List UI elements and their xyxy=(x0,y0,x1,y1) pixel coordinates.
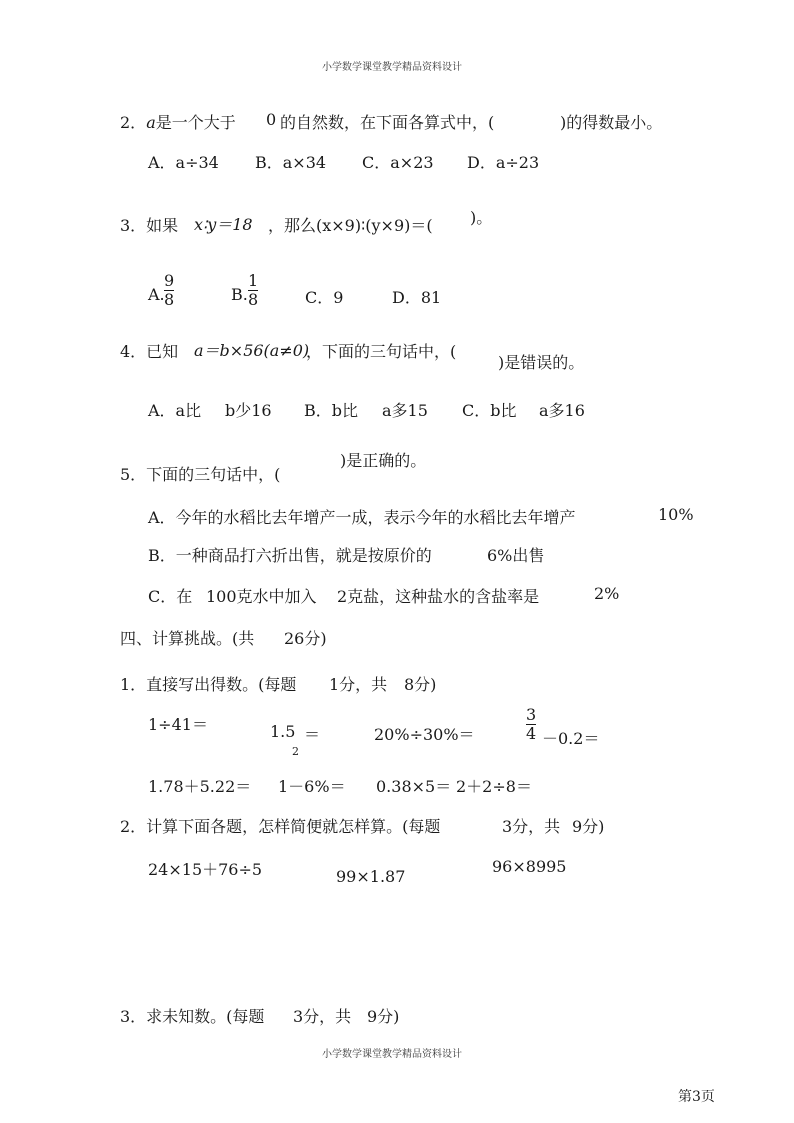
simplify-1: 24×15＋76÷5 xyxy=(148,860,263,879)
calc-2: 1.5 xyxy=(270,722,296,741)
q3-option-a-numerator: 9 xyxy=(164,271,175,290)
q5-option-a-value: 10% xyxy=(658,505,694,524)
page-number: 第3页 xyxy=(678,1089,715,1105)
q2-option-d: D．a÷23 xyxy=(467,153,540,172)
q4-option-b-rest: a多15 xyxy=(382,401,428,420)
q3-option-d: D．81 xyxy=(392,288,442,307)
q3-stem-c: )。 xyxy=(470,208,493,227)
part1-total: 8分) xyxy=(404,675,437,694)
q2-stem-a: 2． xyxy=(120,113,147,132)
part1-title: 1．直接写出得数。(每题 xyxy=(120,675,297,694)
calc-5: 1.78＋5.22＝ xyxy=(148,777,252,796)
q5-stem-b: )是正确的。 xyxy=(340,451,427,470)
q4-option-b: B．b比 xyxy=(304,401,359,420)
calc-2-equals: ＝ xyxy=(304,725,321,744)
part2-title: 2．计算下面各题，怎样简便就怎样算。(每题 xyxy=(120,817,441,836)
calc-4-rest: －0.2＝ xyxy=(542,729,600,748)
q4-option-c: C．b比 xyxy=(462,401,517,420)
part3-title: 3．求未知数。(每题 xyxy=(120,1007,265,1026)
q4-expr: a＝b×56(a≠0) xyxy=(194,341,310,360)
q5-option-c-value: 2% xyxy=(594,584,620,603)
calc-4-denominator: 4 xyxy=(526,724,537,743)
section4-title: 四、计算挑战。(共 xyxy=(120,629,255,648)
q3-stem-b: ，那么(x×9)∶(y×9)＝( xyxy=(268,216,433,235)
q2-stem-b: 是一个大于 xyxy=(155,113,236,132)
q4-option-a-rest: b少16 xyxy=(225,401,272,420)
q3-option-a-fraction xyxy=(164,272,174,309)
part3-total: 9分) xyxy=(367,1007,400,1026)
q3-stem-a: 3．如果 xyxy=(120,216,179,235)
q3-option-b-numerator: 1 xyxy=(248,271,259,290)
calc-1: 1÷41＝ xyxy=(148,715,208,734)
calc-4-fraction xyxy=(526,706,536,743)
calc-7: 0.38×5＝ xyxy=(376,777,452,796)
q4-stem-b: ，下面的三句话中，( xyxy=(306,342,457,361)
q4-option-a: A．a比 xyxy=(148,401,202,420)
q3-option-b-denominator: 8 xyxy=(248,290,259,309)
simplify-3: 96×8995 xyxy=(492,857,567,876)
calc-8: 2＋2÷8＝ xyxy=(456,777,532,796)
q2-option-a: A．a÷34 xyxy=(148,153,219,172)
q5-option-b: B．一种商品打六折出售，就是按原价的 xyxy=(148,546,432,565)
q3-option-b-label: B. xyxy=(231,285,248,304)
q3-option-a-label: A. xyxy=(148,285,165,304)
q5-option-c-part2: 2克盐，这种盐水的含盐率是 xyxy=(337,587,540,606)
part1-per-question: 1分，共 xyxy=(329,675,388,694)
q2-stem-c: 的自然数，在下面各算式中，( xyxy=(280,113,495,132)
q3-option-a-denominator: 8 xyxy=(164,290,175,309)
q3-expr: x∶y＝18 xyxy=(194,215,253,234)
q2-var: a xyxy=(146,113,156,132)
q5-option-c-part1: 100克水中加入 xyxy=(206,587,317,606)
calc-3: 20%÷30%＝ xyxy=(374,725,475,744)
page-header: 小学数学课堂教学精品资料设计 xyxy=(322,62,462,73)
q2-option-c: C．a×23 xyxy=(362,153,434,172)
calc-4-numerator: 3 xyxy=(526,705,537,724)
part3-per-question: 3分，共 xyxy=(293,1007,352,1026)
calc-6: 1－6%＝ xyxy=(278,777,346,796)
part2-per-question: 3分，共 xyxy=(502,817,561,836)
page-footer: 小学数学课堂教学精品资料设计 xyxy=(322,1049,462,1060)
q5-option-a: A．今年的水稻比去年增产一成，表示今年的水稻比去年增产 xyxy=(148,508,576,527)
q2-stem xyxy=(120,110,236,133)
q5-option-c: C．在 xyxy=(148,587,193,606)
q2-num: 0 xyxy=(266,110,277,129)
q2-option-b: B．a×34 xyxy=(255,153,327,172)
q4-stem-a: 4．已知 xyxy=(120,342,179,361)
q3-option-c: C．9 xyxy=(305,288,344,307)
q3-option-b-fraction xyxy=(248,272,258,309)
q4-stem-c: )是错误的。 xyxy=(498,353,585,372)
q5-stem-a: 5．下面的三句话中，( xyxy=(120,465,281,484)
q4-option-c-rest: a多16 xyxy=(539,401,585,420)
section4-points: 26分) xyxy=(284,629,327,648)
part2-total: 9分) xyxy=(572,817,605,836)
simplify-2: 99×1.87 xyxy=(336,867,406,886)
q5-option-b-value: 6%出售 xyxy=(487,546,545,565)
q2-stem-d: )的得数最小。 xyxy=(560,113,663,132)
calc-2-subscript: 2 xyxy=(292,745,299,758)
